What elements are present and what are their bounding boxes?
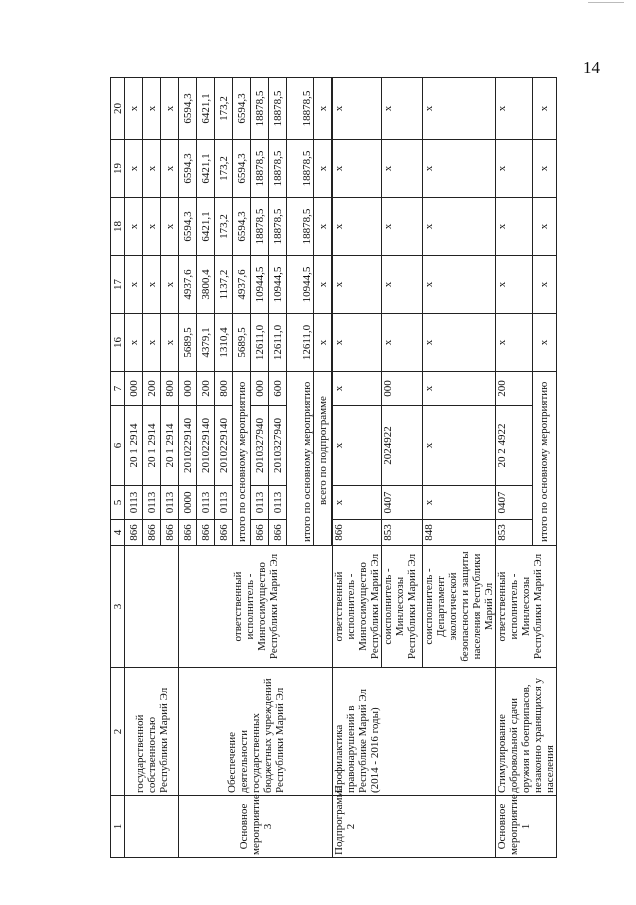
table-row: Основное мероприятие 1 Стимулирование добровольной сдачи оружия и боеприпасов, незаконно хранящихся у населения ответственный исполнитель - Минлесхозы Республики Марий Эл 853 0407 20 2 4922 200 x x x x x [496,78,533,858]
col-header: 20 [111,78,125,140]
executor: ответственный исполнитель - Мингосимущество Республики Марий Эл [333,546,382,668]
executor: ответственный исполнитель - Мингосимущество Республики Марий Эл [179,546,333,668]
col-header: 6 [111,406,125,486]
table-row: 866 0113 20 1 2914 200 x x x x x [143,78,161,858]
col-header: 4 [111,520,125,546]
table-row: 866 0113 2010327940 600 12611,0 10944,5 18878,5 18878,5 18878,5 [269,78,287,858]
total-row: всего по подпрограмме x x x x x [314,78,332,858]
table-row: 866 0113 20 1 2914 800 x x x x x [161,78,179,858]
col-header: 19 [111,140,125,198]
col-header: 3 [111,546,125,668]
table-row: Основное мероприятие 3 Обеспечение деятельности государственных бюджетных учреждений Республики Марий Эл ответственный исполнитель - Мингосимущество Республики Марий Эл 866 0000 2010229140 000 5689,5 4937,6 6594,3 6594,3 6594,3 [179,78,197,858]
col-header: 5 [111,486,125,520]
table-row: 866 0113 2010229140 200 4379,1 3800,4 6421,1 6421,1 6421,1 [197,78,215,858]
col-header: 2 [111,668,125,796]
subprogram-name: Профилактика правонарушений в Республике Марий Эл (2014 - 2016 годы) [333,668,496,796]
col-header: 18 [111,198,125,256]
measure-label: Основное мероприятие 3 [179,796,333,858]
rotated-table-container [110,78,580,858]
page-number: 14 [583,58,600,77]
measure-name: Стимулирование добровольной сдачи оружия и боеприпасов, незаконно хранящихся у населения [496,668,557,796]
subtotal-row: итого по основному мероприятию x x x x x [532,78,556,858]
program-name: государственной собственностью Республики Марий Эл [125,668,179,796]
budget-table [110,77,557,858]
table-row: соисполнитель - Департамент экологической безопасности и защиты населения Республики Марий Эл 848 x x x x x x x x [423,78,496,858]
col-header: 16 [111,314,125,372]
measure-label: Основное мероприятие 1 [496,796,557,858]
measure-name: Обеспечение деятельности государственных бюджетных учреждений Республики Марий Эл [179,668,333,796]
executor: ответственный исполнитель - Минлесхозы Республики Марий Эл [496,546,557,668]
co-executor: соисполнитель - Минлесхозы Республики Марий Эл [382,546,423,668]
table-row: 866 0113 2010327940 000 12611,0 10944,5 18878,5 18878,5 18878,5 [251,78,269,858]
subtotal-row: итого по основному мероприятию 12611,0 10944,5 18878,5 18878,5 18878,5 [287,78,314,858]
table-row: соисполнитель - Минлесхозы Республики Марий Эл 853 0407 2024922 000 x x x x x [382,78,423,858]
col-header: 7 [111,372,125,406]
header-line [588,2,624,3]
col-header: 1 [111,796,125,858]
table-row: государственной собственностью Республики Марий Эл 866 0113 20 1 2914 000 x x x x x [125,78,143,858]
header-row [111,78,125,858]
subprogram-label: Подпрограмма 2 [333,796,496,858]
subtotal-row: итого по основному мероприятию 5689,5 4937,6 6594,3 6594,3 6594,3 [233,78,251,858]
table-row: 866 0113 2010229140 800 1310,4 1137,2 173,2 173,2 173,2 [215,78,233,858]
col-header: 17 [111,256,125,314]
table-row: Подпрограмма 2 Профилактика правонарушений в Республике Марий Эл (2014 - 2016 годы) ответственный исполнитель - Мингосимущество Республики Марий Эл 866 x x x x x x x x [333,78,382,858]
co-executor: соисполнитель - Департамент экологической безопасности и защиты населения Республики Марий Эл [423,546,496,668]
